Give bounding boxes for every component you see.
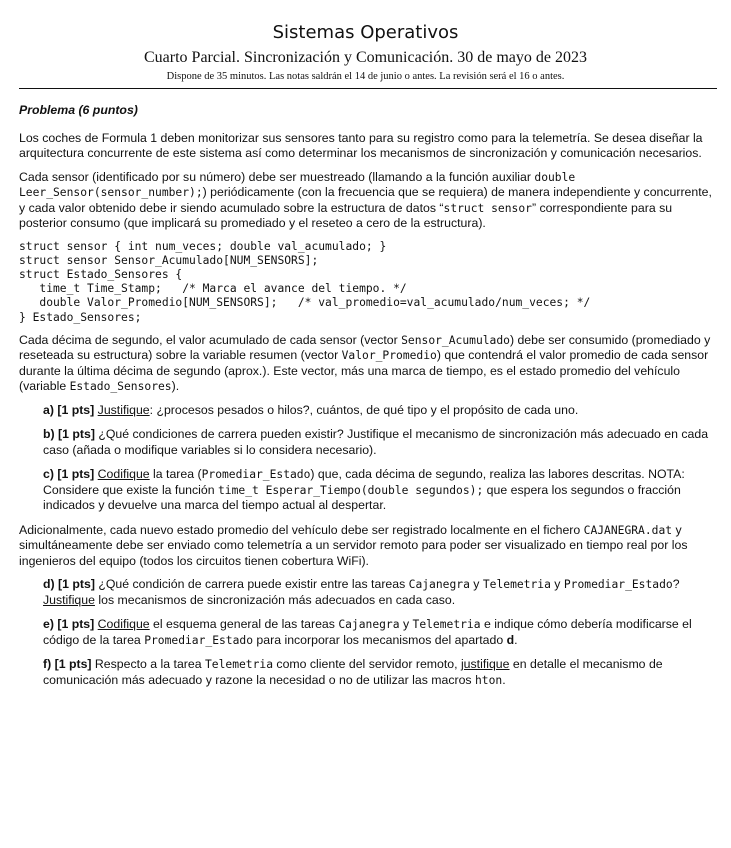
code-span: struct sensor xyxy=(443,201,532,215)
code-span: Promediar_Estado xyxy=(144,633,254,647)
code-line: double Valor_Promedio[NUM_SENSORS]; /* val_promedio=val_acumulado/num_veces; */ xyxy=(19,296,591,310)
text-span: Respecto a la tarea xyxy=(91,657,205,672)
text-span: para incorporar los mecanismos del apartado xyxy=(253,632,507,647)
question-d xyxy=(43,577,719,608)
text-span: los mecanismos de sincronización más adecuados en cada caso. xyxy=(94,592,456,607)
exam-subtitle: Cuarto Parcial. Sincronización y Comunicación. 30 de mayo de 2023 xyxy=(144,49,587,66)
text-span: y xyxy=(550,577,564,592)
text-span: ” correspondiente para su posterior consumo (que implicará su promediado y el reseteo a cero de la estructura). xyxy=(19,200,673,230)
text-span: y simultáneamente debe ser enviado como telemetría a un servidor remoto para poder ser visualizado en tiempo real por los ingenieros del equipo (todos los circuitos tienen cobertura WiFi). xyxy=(19,522,688,568)
text-span: ) periódicamente (con la frecuencia que se requiera) de manera independiente y concurrente, y cada valor obtenido debe ir siendo acumulado sobre la estructura de datos “ xyxy=(19,185,712,215)
text-span: que espera los segundos o fracción indicados y devuelve una marca del tiempo actual al despertar. xyxy=(43,482,681,513)
code-span: Cajanegra xyxy=(338,618,400,632)
text-span: . xyxy=(502,672,506,687)
code-block xyxy=(19,240,719,325)
text-span: ¿Qué condiciones de carrera pueden existir? Justifique el mecanismo de sincronización más adecuado en cada caso (añada o modifique variables si lo considera necesario). xyxy=(43,427,709,457)
question-label: c) [1 pts] xyxy=(43,467,95,482)
code-line: } Estado_Sensores; xyxy=(19,310,142,324)
problem-body xyxy=(19,103,719,697)
text-span: ) que, cada décima de segundo, realiza las labores descritas. NOTA: Considere que existe la función xyxy=(43,467,685,497)
sensor-paragraph xyxy=(19,170,719,232)
code-span: Estado_Sensores xyxy=(69,380,172,394)
question-label: e) [1 pts] xyxy=(43,617,95,632)
bold-ref: d xyxy=(506,632,515,647)
text-span: la tarea ( xyxy=(149,467,202,482)
question-a xyxy=(43,403,719,419)
text-span: en detalle el mecanismo de comunicación más adecuado y razone la necesidad o no de utilizar las macros xyxy=(43,657,663,687)
question-label: a) [1 pts] xyxy=(43,402,95,417)
text-span: Cada décima de segundo, el valor acumulado de cada sensor (vector xyxy=(19,332,402,347)
text-span: e indique cómo debería modificarse el código de la tarea xyxy=(43,617,692,647)
underlined-verb: justifique xyxy=(460,657,510,672)
underlined-verb: Codifique xyxy=(97,467,150,482)
question-label: f) [1 pts] xyxy=(43,657,92,672)
code-span: Cajanegra xyxy=(408,578,470,592)
text-span: ¿Qué condición de carrera puede existir entre las tareas xyxy=(94,577,409,592)
text-span: : ¿procesos pesados o hilos?, cuántos, de qué tipo y el propósito de cada uno. xyxy=(149,402,579,417)
intro-paragraph: Los coches de Formula 1 deben monitorizar sus sensores tanto para su registro como para la telemetría. Se desea diseñar la arquitectura concurrente de este sistema así como determinar los mecanismos de sincronización y comunicación necesarios. xyxy=(19,130,703,160)
code-span: time_t Esperar_Tiempo(double segundos); xyxy=(218,483,484,497)
text-span: como cliente del servidor remoto, xyxy=(273,657,461,672)
code-line: struct Estado_Sensores { xyxy=(19,267,183,281)
code-span: hton xyxy=(475,673,503,687)
code-line: struct sensor Sensor_Acumulado[NUM_SENSORS]; xyxy=(19,253,319,267)
exam-note: Dispone de 35 minutos. Las notas saldrán el 14 de junio o antes. La revisión será el 16 o antes. xyxy=(166,71,565,82)
code-line: struct sensor { int num_veces; double val_acumulado; } xyxy=(19,239,387,253)
code-line: time_t Time_Stamp; /* Marca el avance del tiempo. */ xyxy=(19,282,407,296)
question-f xyxy=(43,657,719,688)
text-span: Adicionalmente, cada nuevo estado promedio del vehículo debe ser registrado localmente en el fichero xyxy=(19,522,584,537)
question-label: d) [1 pts] xyxy=(43,577,95,592)
text-span: Cada sensor (identificado por su número) debe ser muestreado (llamando a la función auxiliar xyxy=(19,169,535,184)
code-span: Valor_Promedio xyxy=(341,349,437,363)
code-span: Sensor_Acumulado xyxy=(401,333,510,347)
course-title: Sistemas Operativos xyxy=(272,22,459,43)
text-span: . xyxy=(514,632,518,647)
question-c xyxy=(43,467,719,514)
text-span: ) debe ser consumido (promediado y reseteada su estructura) sobre la variable resumen (vector xyxy=(19,332,711,363)
question-b xyxy=(43,427,719,458)
underlined-verb: Codifique xyxy=(97,617,150,632)
code-span: Promediar_Estado xyxy=(563,578,673,592)
text-span: y xyxy=(399,617,413,632)
text-span: ). xyxy=(171,379,180,394)
text-span: el esquema general de las tareas xyxy=(149,617,339,632)
text-span: ? xyxy=(672,577,680,592)
code-span: double Leer_Sensor(sensor_number); xyxy=(19,170,576,199)
telemetry-paragraph xyxy=(19,523,719,570)
underlined-verb: Justifique xyxy=(97,402,150,417)
question-label: b) [1 pts] xyxy=(43,427,95,442)
underlined-verb: Justifique xyxy=(43,592,95,607)
text-span: y xyxy=(469,577,483,592)
code-span: CAJANEGRA.dat xyxy=(583,523,673,537)
average-paragraph xyxy=(19,333,719,395)
text-span: ) que contendrá el valor promedio de cada sensor durante la última décima de segundo (aprox.). Este vector, más una marca de tiempo, es el estado promedio del vehículo (variable xyxy=(19,348,709,394)
question-e xyxy=(43,617,719,648)
code-span: Telemetria xyxy=(204,658,273,672)
header-divider xyxy=(19,88,717,89)
code-span: Promediar_Estado xyxy=(201,468,311,482)
code-span: Telemetria xyxy=(482,578,551,592)
problem-title: Problema (6 puntos) xyxy=(19,103,138,117)
code-span: Telemetria xyxy=(412,618,481,632)
